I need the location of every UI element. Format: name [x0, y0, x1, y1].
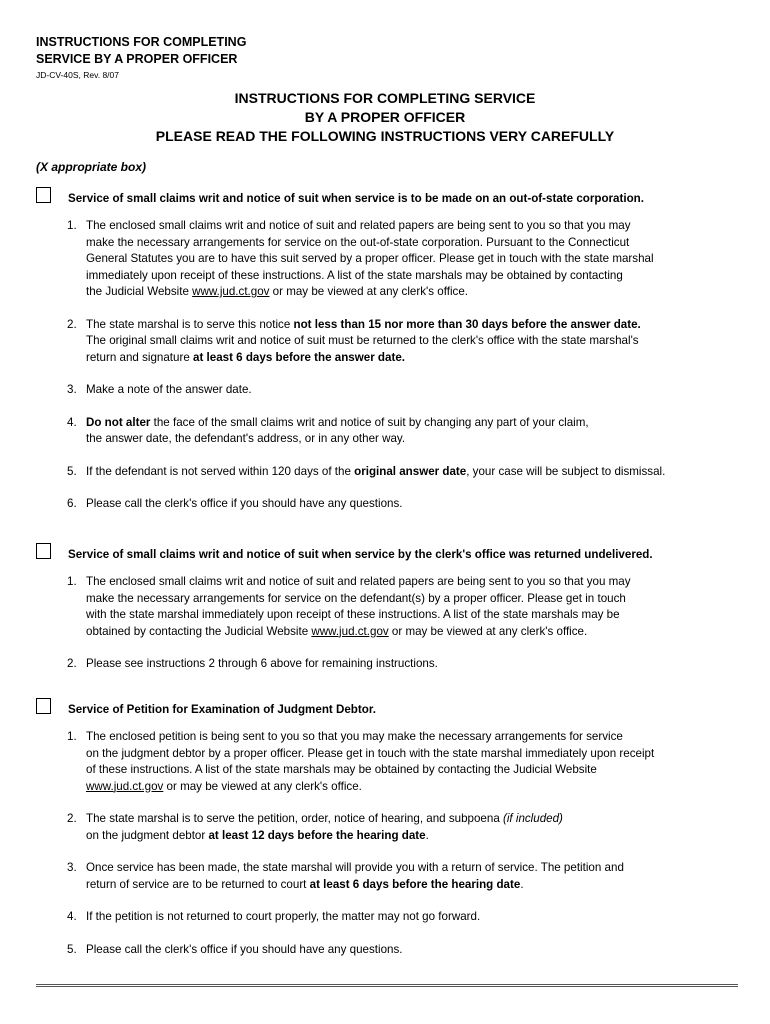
item-number: 2. — [67, 812, 77, 825]
list-item — [67, 811, 746, 844]
page-title-line-2: BY A PROPER OFFICER — [304, 109, 466, 125]
form-header-line-1: INSTRUCTIONS FOR COMPLETING — [36, 35, 247, 49]
list-item — [67, 942, 746, 959]
item-number: 2. — [67, 657, 77, 670]
judgment-debtor-checkbox[interactable] — [36, 698, 51, 714]
section-header — [36, 701, 746, 719]
item-number: 6. — [67, 497, 77, 510]
page-title — [0, 89, 770, 146]
list-item — [67, 574, 746, 640]
item-text: Please see instructions 2 through 6 above for remaining instructions. — [86, 657, 438, 670]
item-text: The enclosed petition is being sent to you so that you may make the necessary arrangements for service on the judgment debtor by a proper officer. Please get in touch with the state marshal immediately upon receipt of these instructions. A list of the state marshals may be obtained by contacting the Judicial Website www.jud.ct.gov or may be viewed at any clerk's office. — [86, 730, 655, 793]
item-number: 1. — [67, 730, 77, 743]
item-text: The enclosed small claims writ and notice of suit and related papers are being sent to you so that you may make the necessary arrangements for service on the out-of-state corporation. Pursuant to the Connecticut General Statutes you are to have this suit served by a proper officer. Please get in touch with the state marshal immediately upon receipt of these instructions. A list of the state marshals may be obtained by contacting the Judicial Website www.jud.ct.gov or may be viewed at any clerk's office. — [86, 219, 654, 298]
section-title: Service of Petition for Examination of Judgment Debtor. — [68, 703, 376, 716]
item-number: 3. — [67, 861, 77, 874]
list-item — [67, 860, 746, 893]
item-number: 5. — [67, 942, 77, 956]
section-judgment-debtor — [36, 701, 746, 974]
list-item — [67, 909, 746, 926]
list-item — [67, 496, 746, 513]
section-title: Service of small claims writ and notice of suit when service by the clerk's office was returned undelivered. — [68, 548, 653, 561]
item-text: The state marshal is to serve the petition, order, notice of hearing, and subpoena (if included) on the judgment debtor at least 12 days before the hearing date. — [86, 812, 563, 842]
list-item — [67, 218, 746, 301]
item-number: 1. — [67, 575, 77, 588]
item-text: If the defendant is not served within 120 days of the original answer date, your case will be subject to dismissal. — [86, 464, 666, 478]
section-returned-undelivered — [36, 546, 746, 689]
list-item — [67, 317, 746, 367]
instruction-list — [67, 729, 746, 958]
section-title: Service of small claims writ and notice of suit when service is to be made on an out-of-state corporation. — [68, 192, 644, 205]
item-number: 4. — [67, 910, 77, 923]
item-text: Once service has been made, the state marshal will provide you with a return of service. The petition and return of service are to be returned to court at least 6 days before the hearing date. — [86, 861, 624, 891]
item-text: Please call the clerk's office if you should have any questions. — [86, 497, 403, 510]
section-out-of-state-corporation — [36, 190, 746, 529]
form-number: JD-CV-40S, Rev. 8/07 — [36, 70, 119, 80]
judicial-website-link[interactable]: www.jud.ct.gov — [311, 624, 389, 638]
list-item — [67, 729, 746, 795]
section-header — [36, 190, 746, 208]
item-number: 3. — [67, 383, 77, 396]
form-header — [36, 34, 246, 68]
judicial-website-link[interactable]: www.jud.ct.gov — [192, 285, 270, 298]
footer-divider — [36, 984, 738, 987]
item-text: The state marshal is to serve this notice not less than 15 nor more than 30 days before the answer date. The original small claims writ and notice of suit must be returned to the clerk's office with the state marshal's return and signature at least 6 days before the answer date. — [86, 317, 641, 364]
out-of-state-corporation-checkbox[interactable] — [36, 187, 51, 203]
list-item — [67, 382, 746, 399]
judicial-website-link[interactable]: www.jud.ct.gov — [86, 779, 164, 793]
item-text: If the petition is not returned to court properly, the matter may not go forward. — [86, 910, 481, 923]
instruction-list — [67, 218, 746, 513]
checkbox-instruction: (X appropriate box) — [36, 160, 147, 174]
instruction-list — [67, 574, 746, 673]
item-text: Please call the clerk's office if you should have any questions. — [86, 942, 403, 956]
item-number: 1. — [67, 219, 77, 232]
item-number: 2. — [67, 317, 77, 331]
form-header-line-2: SERVICE BY A PROPER OFFICER — [36, 52, 238, 66]
item-text: Make a note of the answer date. — [86, 383, 252, 396]
item-text: The enclosed small claims writ and notice of suit and related papers are being sent to you so that you may make the necessary arrangements for service on the defendant(s) by a proper officer. Please get in touch with the state marshal immediately upon receipt of these instructions. A list of the state marshals may be obtained by contacting the Judicial Website www.jud.ct.gov or may be viewed at any clerk's office. — [86, 575, 631, 638]
item-number: 4. — [67, 415, 77, 429]
page-title-line-1: INSTRUCTIONS FOR COMPLETING SERVICE — [234, 90, 536, 106]
page-title-line-3: PLEASE READ THE FOLLOWING INSTRUCTIONS VERY CAREFULLY — [155, 128, 615, 144]
section-header — [36, 546, 746, 564]
returned-undelivered-checkbox[interactable] — [36, 543, 51, 559]
item-text: Do not alter the face of the small claims writ and notice of suit by changing any part of your claim, the answer date, the defendant's address, or in any other way. — [86, 415, 589, 445]
list-item — [67, 656, 746, 673]
list-item — [67, 464, 746, 481]
item-number: 5. — [67, 464, 77, 478]
list-item — [67, 415, 746, 448]
